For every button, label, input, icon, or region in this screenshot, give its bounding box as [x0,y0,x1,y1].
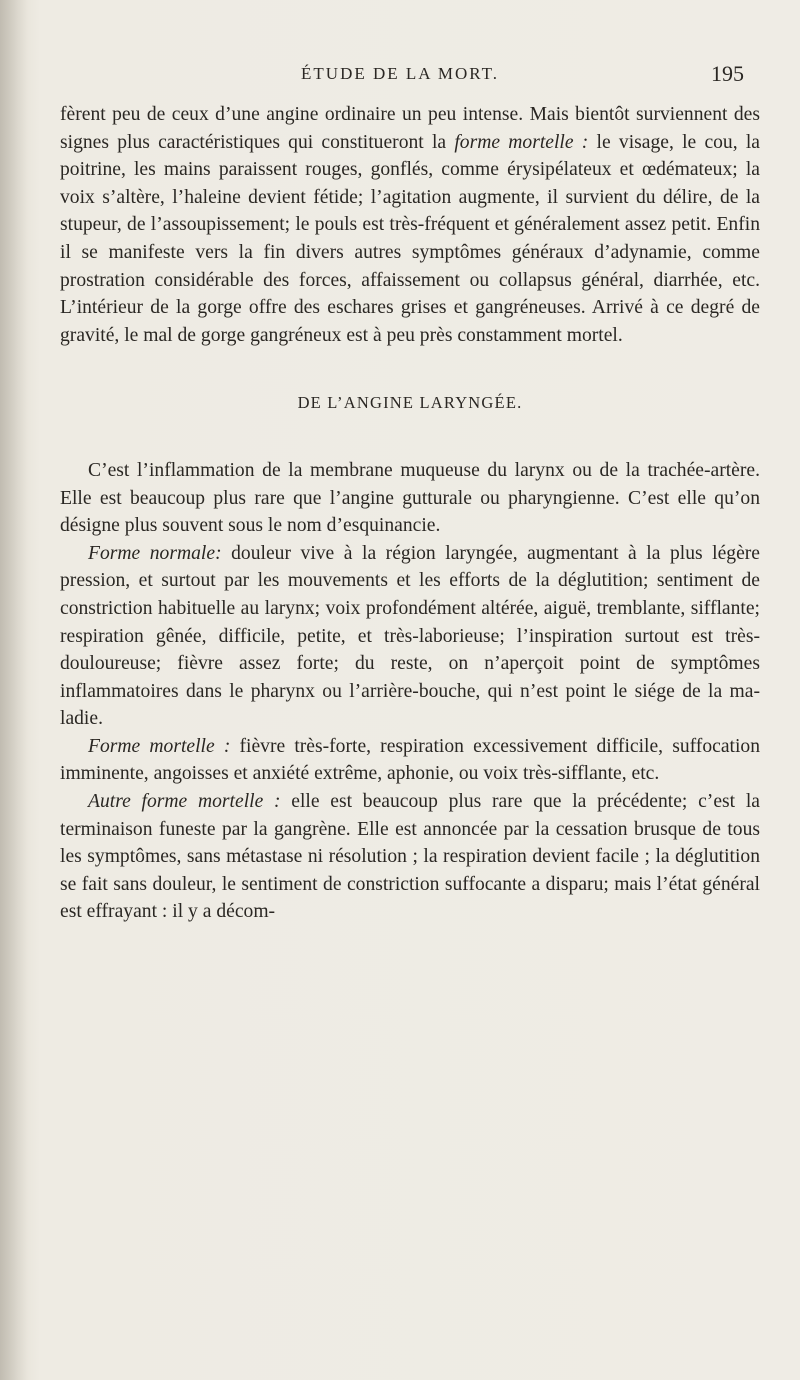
paragraph [60,788,760,926]
italic-term: forme mortelle : [454,131,589,153]
text-run: douleur vive à la région laryngée, augmentant à la plus légère pression, et surtout par les mouvements et les efforts de la déglutition; sentiment de constriction habituelle au larynx; voix profondément altérée, aiguë, tremblante, sifflante; respiration gênée, difficile, petite, et très-laborieuse; l’inspiration surtout est très-douloureuse; fièvre assez forte; du reste, on n’aperçoit point de symptômes inflammatoires dans le pharynx ou l’arrière-bouche, qui n’est point le siége de la maladie. [60,542,760,730]
running-title: ÉTUDE DE LA MORT. [301,64,499,83]
italic-term: Forme mortelle : [88,735,231,757]
paragraph [60,540,760,733]
text-run: fèrent peu de ceux d’une angine ordinaire un peu intense. Mais bientôt surviennent des signes plus caractéristiques qui constitueront la [60,104,760,153]
italic-term: Autre forme mortelle : [88,791,281,813]
text-run: elle est beaucoup plus rare que la précédente; c’est la terminaison funeste par la gangrène. Elle est annoncée par la cessation brusque de tous les symptômes, sans métastase ni résolution ; la respiration devient facile ; la déglutition se fait sans douleur, le sentiment de constriction suffocante a disparu; mais l’état général est effrayant : il y a décom- [60,791,760,923]
text-run: le visage, le cou, la poitrine, les mains paraissent rouges, gonflés, comme érysipélateux et œdémateux; la voix s’altère, l’haleine devient fétide; l’agitation augmente, il survient du délire, de la stupeur, de l’assoupissement; le pouls est très-fréquent et généralement assez petit. Enfin il se manifeste vers la fin divers autres symptômes généraux d’adynamie, comme prostration considérable des forces, affaissement ou collapsus général, diarrhée, etc. L’intérieur de la gorge offre des eschares grises et gangréneuses. Arrivé à ce degré de gravité, le mal de gorge gangréneux est à peu près constamment mortel. [60,131,760,346]
paragraph: C’est l’inflammation de la membrane muqueuse du larynx ou de la trachée-artère. Elle est beaucoup plus rare que l’angine gutturale ou pharyngienne. C’est elle qu’on désigne plus souvent sous le nom d’esquinancie. [60,459,760,537]
paragraph-continued [60,101,760,349]
text-run: fièvre très-forte, respiration excessivement difficile, suffocation imminente, angoisses et anxiété extrême, aphonie, ou voix très-sifflante, etc. [60,735,761,785]
paragraph [60,733,760,788]
italic-term: Forme normale: [88,542,222,564]
section-heading: DE L’ANGINE LARYNGÉE. [297,393,523,413]
body-text [60,101,760,926]
running-head [0,62,800,86]
page-number: 195 [711,61,744,86]
gutter-shadow [0,0,28,1380]
